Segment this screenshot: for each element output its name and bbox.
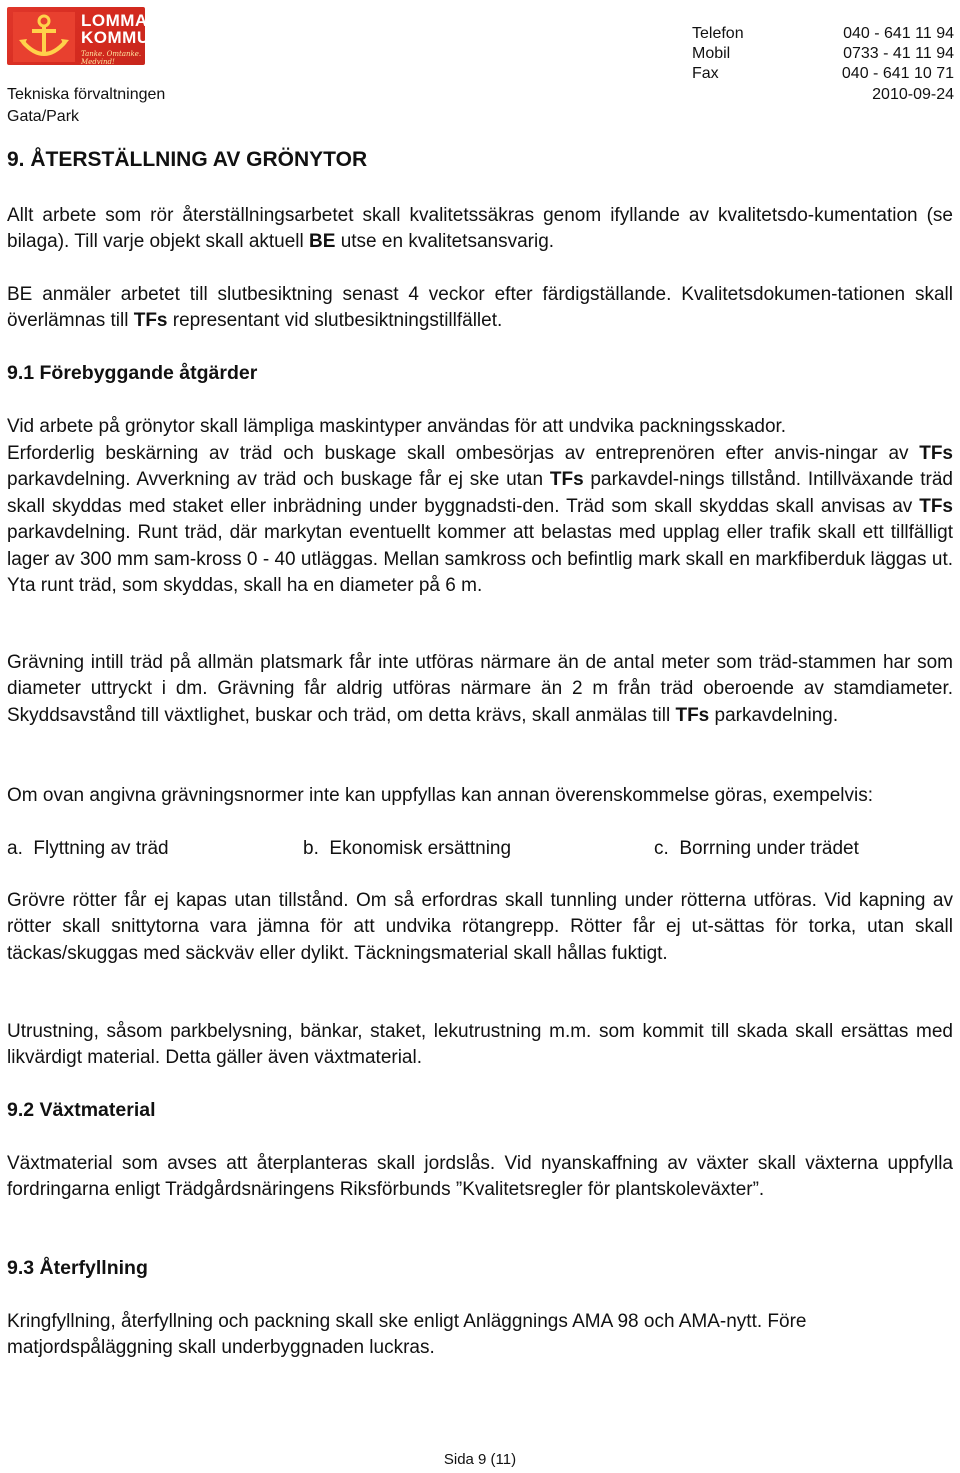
option-c: c. Borrning under trädet: [654, 838, 859, 859]
fax-value: 040 - 641 10 71: [841, 65, 954, 82]
section-9-1-paragraph-6: Utrustning, såsom parkbelysning, bänkar, staket, lekutrustning m.m. som kommit till skada skall ersättas med likvärdigt material. Detta gäller även växtmaterial.: [7, 1021, 953, 1069]
option-a: a. Flyttning av träd: [7, 838, 169, 859]
option-b: b. Ekonomisk ersättning: [303, 838, 512, 859]
section-9-1-paragraph-1: Vid arbete på grönytor skall lämpliga maskintyper användas för att undvika packningsskador.: [7, 416, 787, 437]
org-name: Tekniska förvaltningen: [7, 86, 166, 103]
section-9-3-paragraph-1: Kringfyllning, återfyllning och packning skall ske enligt Anläggnings AMA 98 och AMA-nytt. Före matjordspåläggning skall underbyggnaden luckras.: [7, 1311, 807, 1359]
document-date: 2010-09-24: [872, 86, 954, 103]
phone-label: Telefon: [692, 25, 744, 42]
mobile-label: Mobil: [692, 45, 731, 62]
section-9-1-paragraph-2: Erforderlig beskärning av träd och buskage skall ombesörjas av entreprenören efter anvis-ningar av TFs parkavdelning. Avverkning av träd och buskage får ej ske utan TFs parkavdel-nings tillstånd. Intillväxande träd skall skyddas med staket eller inbrädning under byggnadsti-den. Träd som skall skyddas skall anvisas av TFs parkavdelning. Runt träd, där markytan eventuellt kommer att belastas med upplag eller trafik skall ett tillfälligt lager av 300 mm sam-kross 0 - 40 utläggas. Mellan samkross och befintlig mark skall en markfiberduk läggas ut. Yta runt träd, som skyddas, skall ha en diameter på 6 m.: [7, 443, 953, 597]
logo-name-line1: LOMMA: [81, 11, 148, 30]
anchor-icon: [13, 12, 75, 62]
section-9-title: 9. ÅTERSTÄLLNING AV GRÖNYTOR: [7, 148, 368, 171]
logo-name: [81, 12, 162, 46]
section-9-2-paragraph-1: Växtmaterial som avses att återplanteras skall jordslås. Vid nyanskaffning av växter skall växterna uppfylla fordringarna enligt Trädgårdsnäringens Riksförbunds ”Kvalitetsregler för plantskoleväxter”.: [7, 1153, 953, 1201]
fax-label: Fax: [692, 65, 719, 82]
section-9-1-title: 9.1 Förebyggande åtgärder: [7, 362, 258, 384]
logo-name-line2: KOMMUN: [81, 28, 163, 47]
page-number: Sida 9 (11): [443, 1451, 517, 1468]
section-9-1-paragraph-3: Grävning intill träd på allmän platsmark får inte utföras närmare än de antal meter som träd-stammen har som diameter uttryckt i dm. Grävning får aldrig utföras närmare än 2 m från träd oberoende av stamdiameter. Skyddsavstånd till växtlighet, buskar och träd, om detta krävs, skall anmälas till TFs parkavdelning.: [7, 652, 953, 726]
section-9-1-paragraph-5: Grövre rötter får ej kapas utan tillstånd. Om så erfordras skall tunnling under rötterna utföras. Vid kapning av rötter skall snittytorna vara jämna för att undvika rötangrepp. Rötter får ej ut-sättas för torka, utan skall täckas/skuggas med säckväv eller dylikt. Täckningsmaterial skall hållas fuktigt.: [7, 890, 953, 964]
section-9-2-title: 9.2 Växtmaterial: [7, 1099, 156, 1121]
phone-value: 040 - 641 11 94: [843, 25, 954, 42]
mobile-value: 0733 - 41 11 94: [843, 45, 954, 62]
section-9-1-paragraph-4: Om ovan angivna grävningsnormer inte kan uppfyllas kan annan överenskommelse göras, exempelvis:: [7, 785, 874, 806]
logo-slogan: Tanke. Omtanke. Medvind!: [81, 50, 142, 66]
dept-name: Gata/Park: [7, 108, 80, 125]
section-9-3-title: 9.3 Återfyllning: [7, 1257, 148, 1279]
section-9-paragraph-2: BE anmäler arbetet till slutbesiktning senast 4 veckor efter färdigställande. Kvalitetsdokumen-tationen skall överlämnas till TFs representant vid slutbesiktningstillfället.: [7, 284, 953, 332]
lomma-kommun-logo: [7, 7, 163, 66]
section-9-paragraph-1: Allt arbete som rör återställningsarbetet skall kvalitetssäkras genom ifyllande av kvalitetsdo-kumentation (se bilaga). Till varje objekt skall aktuell BE utse en kvalitetsansvarig.: [7, 205, 953, 253]
